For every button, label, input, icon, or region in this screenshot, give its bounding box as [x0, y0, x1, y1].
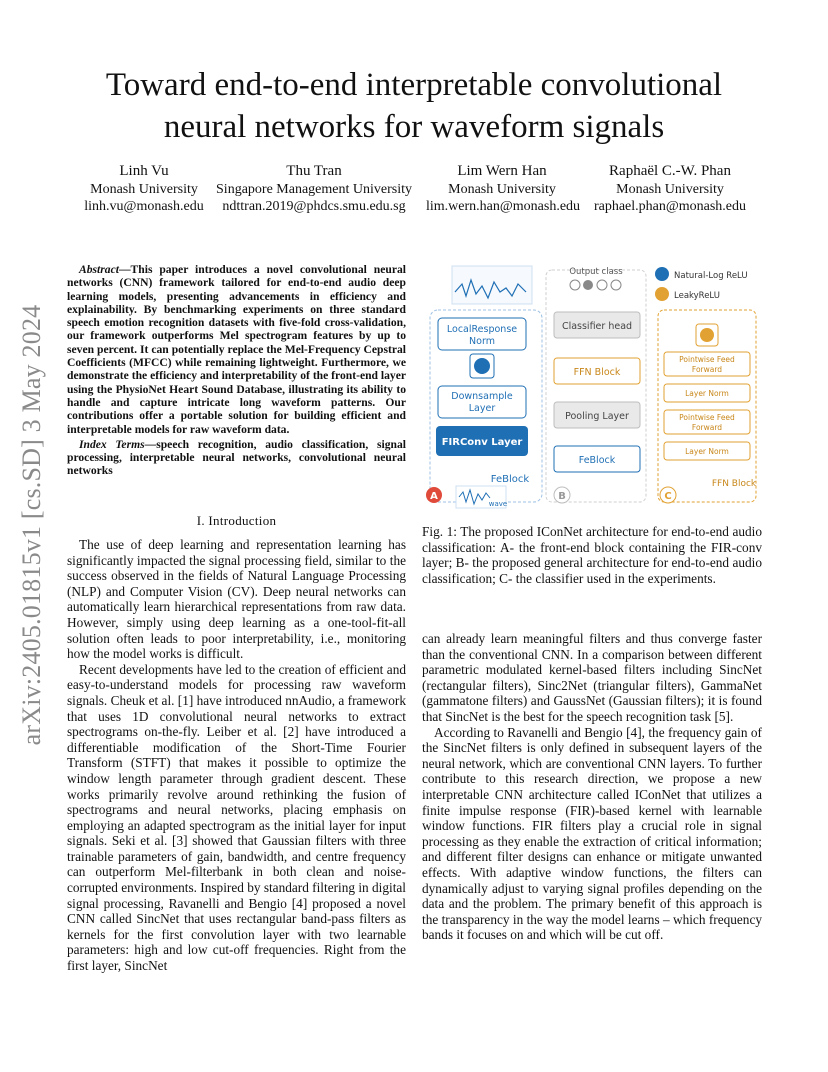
svg-text:Forward: Forward [691, 365, 723, 374]
section-heading: I. Introduction [196, 513, 277, 528]
block-local-response: LocalResponse [446, 324, 518, 335]
legend-leakyrelu: LeakyReLU [674, 291, 720, 301]
block-layernorm-2: Layer Norm [685, 447, 729, 456]
feblock-label: FeBlock [490, 474, 530, 485]
block-ffn: FFN Block [573, 367, 621, 378]
block-norm: Norm [469, 336, 495, 347]
panel-a [426, 266, 542, 508]
block-firconv: FIRConv Layer [441, 437, 523, 448]
paragraph: According to Ravanelli and Bengio [4], the frequency gain of the SincNet filters is only defined in subsequent layers of the neural network, which are conventional CNN layers. To further contribute to this research direction, we propose a new interpretable CNN architecture called IConNet that utilizes a finite impulse response (FIR)-based kernel with learnable window functions. FIR filters play a crucial role in signal processing as they enable the extraction of critical information; and different filter designs can enhance or mitigate unwanted effects. With adaptive window functions, the filters can dynamically adjust to varying signal profiles depending on the data and the problem. The primary benefit of this approach is the transparency in the way the model learns – which frequency bands it focuses on and which will be cut off. [422, 724, 762, 943]
paper-title: Toward end-to-end interpretable convolutional neural networks for waveform signals [105, 67, 723, 145]
paragraph: The use of deep learning and representation learning has significantly impacted the signal processing field, similar to the success observed in the fields of Natural Language Processing (NLP) and Computer Vision (CV). Deep neural networks can automatically learn hierarchical representations from raw data. However, simply using deep learning as a one-tool-fit-all solution often leads to poor interpretability, i.e., monitoring how the model works is difficult. [67, 537, 406, 662]
figure-caption [422, 524, 762, 586]
block-pooling: Pooling Layer [565, 411, 629, 422]
wave-label: wave [488, 500, 508, 508]
caption-label: Fig. 1: [422, 524, 457, 539]
abstract [67, 263, 406, 480]
activation-icon [474, 358, 490, 374]
left-column [67, 537, 406, 974]
block-layernorm-1: Layer Norm [685, 389, 729, 398]
svg-text:Forward: Forward [691, 423, 723, 432]
author-2: Thu Tran Singapore Management University ndttran.2019@phdcs.smu.edu.sg [216, 163, 412, 214]
block-feblock: FeBlock [578, 455, 616, 466]
panel-a-letter: A [430, 491, 438, 502]
ffn-block-label: FFN Block [711, 479, 757, 489]
caption-text: The proposed IConNet architecture for end-to-end audio classification: A- the front-end block containing the FIR-conv layer; B- the proposed general architecture for end-to-end audio classification; C- the classifier used in the experiments. [422, 524, 762, 586]
panel-c-letter: C [664, 491, 672, 502]
panel-b [546, 267, 646, 503]
paragraph: Recent developments have led to the creation of efficient and easy-to-understand models for processing raw waveform signals. Cheuk et al. [1] have introduced nnAudio, a framework that uses 1D convolutional neural networks to extract spectrograms on-the-fly. Leiber et al. [2] have introduced a differentiable modification of the Short-Time Fourier Transform (STFT) that makes it possible to optimize the window length parameter through gradient descent. These works primarily revolve around rethinking the fusion of spectrograms and neural networks, placing emphasis on employing an adapted spectrogram as the initial layer for input signals. Seki et al. [3] showed that Gaussian filters with three trainable parameters of gain, bandwidth, and centre frequency can outperform Mel-filterbank in both clean and noise-corrupted environments. Inspired by standard filtering in digital signal processing, Ravanelli and Bengio [4] proposed a novel CNN called SincNet that uses rectangular band-pass filters as kernels for the first convolution layer with two learnable parameters: high and low cut-off frequencies. Right from the first layer, SincNet [67, 661, 406, 974]
panel-b-letter: B [558, 491, 566, 502]
block-downsample: Downsample [451, 391, 513, 402]
block-pointwise-2: Pointwise Feed [679, 413, 735, 422]
block-layer: Layer [468, 403, 496, 414]
block-classifier-head: Classifier head [561, 321, 633, 332]
block-pointwise-1: Pointwise Feed [679, 355, 735, 364]
legend-natural-log-relu: Natural-Log ReLU [674, 271, 748, 281]
architecture-figure [422, 262, 762, 512]
author-1: Linh Vu Monash University linh.vu@monash.edu [84, 163, 204, 214]
abstract-text: —This paper introduces a novel convolutional neural networks (CNN) framework tailored for end-to-end audio deep learning models, presenting advancements in efficiency and explainability. By benchmarking experiments on three standard speech emotion recognition datasets with five-fold cross-validation, our framework outperforms Mel spectrogram features by up to seven percent. It can potentially replace the Mel-Frequency Cepstral Coefficients (MFCC) while remaining lightweight. Furthermore, we demonstrate the efficiency and interpretability of the front-end layer using the PhysioNet Heart Sound Database, illustrating its ability to handle and capture intricate long waveform patterns. Our contributions offer a portable solution for building efficient and interpretable models for raw waveform data. [67, 263, 406, 436]
author-3: Lim Wern Han Monash University lim.wern.han@monash.edu [426, 163, 581, 214]
abstract-label: Abstract [79, 263, 119, 276]
author-4: Raphaël C.-W. Phan Monash University raphael.phan@monash.edu [593, 163, 747, 214]
index-terms-text: —speech recognition, audio classification, signal processing, interpretable neural networks, convolutional neural networks [67, 437, 406, 478]
arxiv-stamp: arXiv:2405.01815v1 [cs.SD] 3 May 2024 [17, 304, 46, 746]
paragraph: can already learn meaningful filters and thus converge faster than the conventional CNN. In a comparison between different parametric modulated kernel-based filters including SincNet (rectangular filters), Sinc2Net (triangular filters), GammaNet (gammatone filters) and GaussNet (Gaussian filters); it is found that SincNet is the best for the speech recognition task [5]. [422, 631, 762, 724]
right-column [422, 631, 762, 943]
output-class-label: Output class [569, 267, 623, 277]
index-terms-label: Index Terms [79, 437, 145, 451]
panel-c [655, 267, 757, 503]
